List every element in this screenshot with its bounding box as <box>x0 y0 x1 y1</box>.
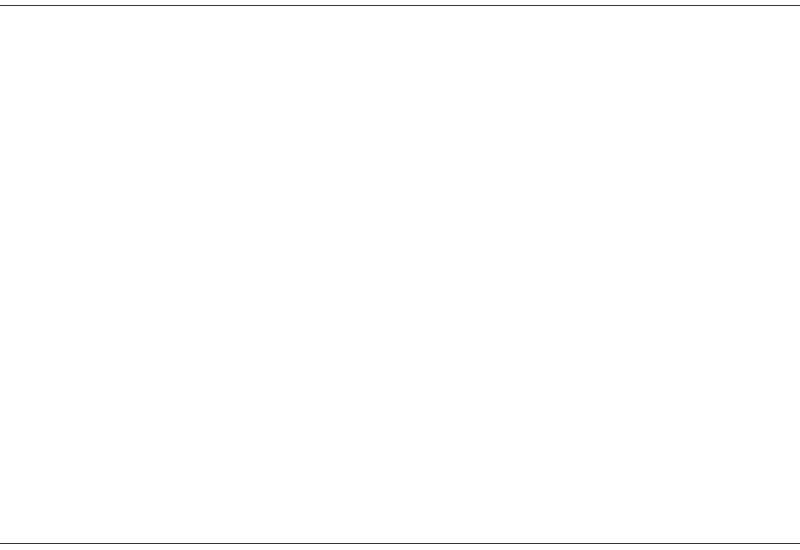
top-rule <box>0 5 800 6</box>
bottom-rule <box>0 543 800 544</box>
